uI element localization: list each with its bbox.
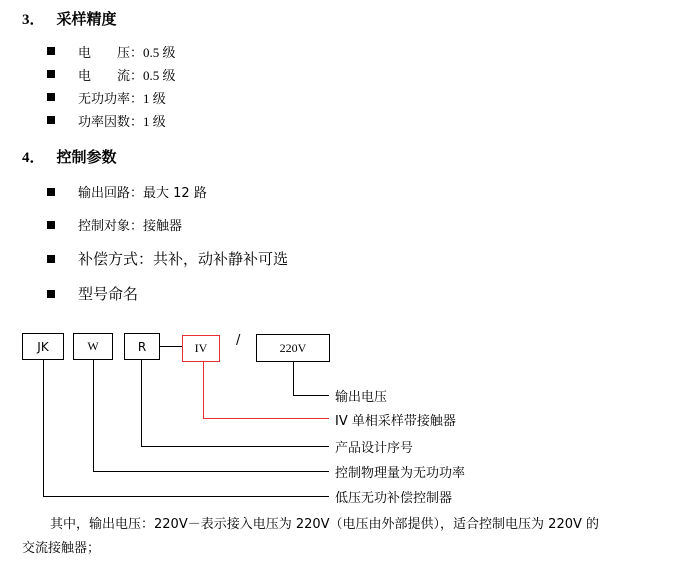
section-3-number: 3． xyxy=(22,12,45,28)
list-item xyxy=(78,42,176,61)
list-item xyxy=(78,283,138,304)
bullet-icon xyxy=(47,70,55,78)
item-label: 输出回路： xyxy=(78,186,144,201)
section-3-heading xyxy=(22,8,117,29)
bullet-icon xyxy=(47,93,55,101)
bullet-icon xyxy=(47,255,55,263)
leader-line xyxy=(141,360,142,446)
code-text: W xyxy=(87,339,99,353)
item-value: 0.5 级 xyxy=(143,45,176,60)
list-item xyxy=(78,65,176,84)
code-box-jk xyxy=(22,333,64,360)
section-4-number: 4． xyxy=(22,150,45,166)
item-value: 1 级 xyxy=(143,114,166,129)
section-3-title: 采样精度 xyxy=(56,10,117,28)
item-label: 控制对象： xyxy=(78,219,144,234)
note-line-1: 其中，输出电压：220V－表示接入电压为 220V（电压由外部提供），适合控制电压为 220V 的 xyxy=(50,517,600,532)
item-value: 接触器 xyxy=(143,219,183,234)
leader-line xyxy=(43,496,329,497)
leader-line-highlight xyxy=(203,418,329,419)
bullet-icon xyxy=(47,221,55,229)
item-value: 0.5 级 xyxy=(143,68,176,83)
code-text: JK xyxy=(37,339,49,354)
leader-line xyxy=(293,362,294,395)
bullet-icon xyxy=(47,188,55,196)
item-label: 型号命名 xyxy=(78,285,139,303)
label-control-quantity: 控制物理量为无功功率 xyxy=(335,466,466,481)
code-text: 220V xyxy=(279,340,307,355)
connector-line xyxy=(160,346,182,347)
list-item xyxy=(78,182,207,201)
list-item xyxy=(78,111,166,130)
section-4-title: 控制参数 xyxy=(56,148,117,166)
code-box-w xyxy=(73,333,113,360)
code-box-220v xyxy=(256,334,330,362)
leader-line xyxy=(93,471,329,472)
section-4-heading xyxy=(22,146,117,167)
item-label: 补偿方式：共补，动补静补可选 xyxy=(78,250,289,268)
separator-slash: / xyxy=(236,333,241,348)
leader-line xyxy=(141,446,329,447)
leader-line-highlight xyxy=(203,362,204,418)
label-output-voltage: 输出电压 xyxy=(335,390,388,405)
label-design-serial: 产品设计序号 xyxy=(335,441,414,456)
bullet-icon xyxy=(47,116,55,124)
item-value: 1 级 xyxy=(143,91,166,106)
item-label: 功率因数： xyxy=(78,115,144,130)
code-box-r xyxy=(124,333,160,360)
code-text: R xyxy=(137,339,147,354)
label-controller-type: 低压无功补偿控制器 xyxy=(335,491,453,506)
bullet-icon xyxy=(47,47,55,55)
label-single-phase: IV 单相采样带接触器 xyxy=(335,414,456,429)
item-label: 无功功率： xyxy=(78,92,144,107)
list-item xyxy=(78,88,166,107)
list-item xyxy=(78,248,288,269)
item-label: 电 流： xyxy=(78,69,144,84)
note-line-2: 交流接触器； xyxy=(22,541,101,556)
leader-line xyxy=(293,395,329,396)
code-box-iv xyxy=(182,335,220,362)
leader-line xyxy=(93,360,94,471)
item-label: 电 压： xyxy=(78,46,144,61)
code-text: IV xyxy=(194,341,208,355)
item-value: 最大 12 路 xyxy=(143,186,207,201)
leader-line xyxy=(43,360,44,496)
bullet-icon xyxy=(47,290,55,298)
list-item xyxy=(78,215,182,234)
